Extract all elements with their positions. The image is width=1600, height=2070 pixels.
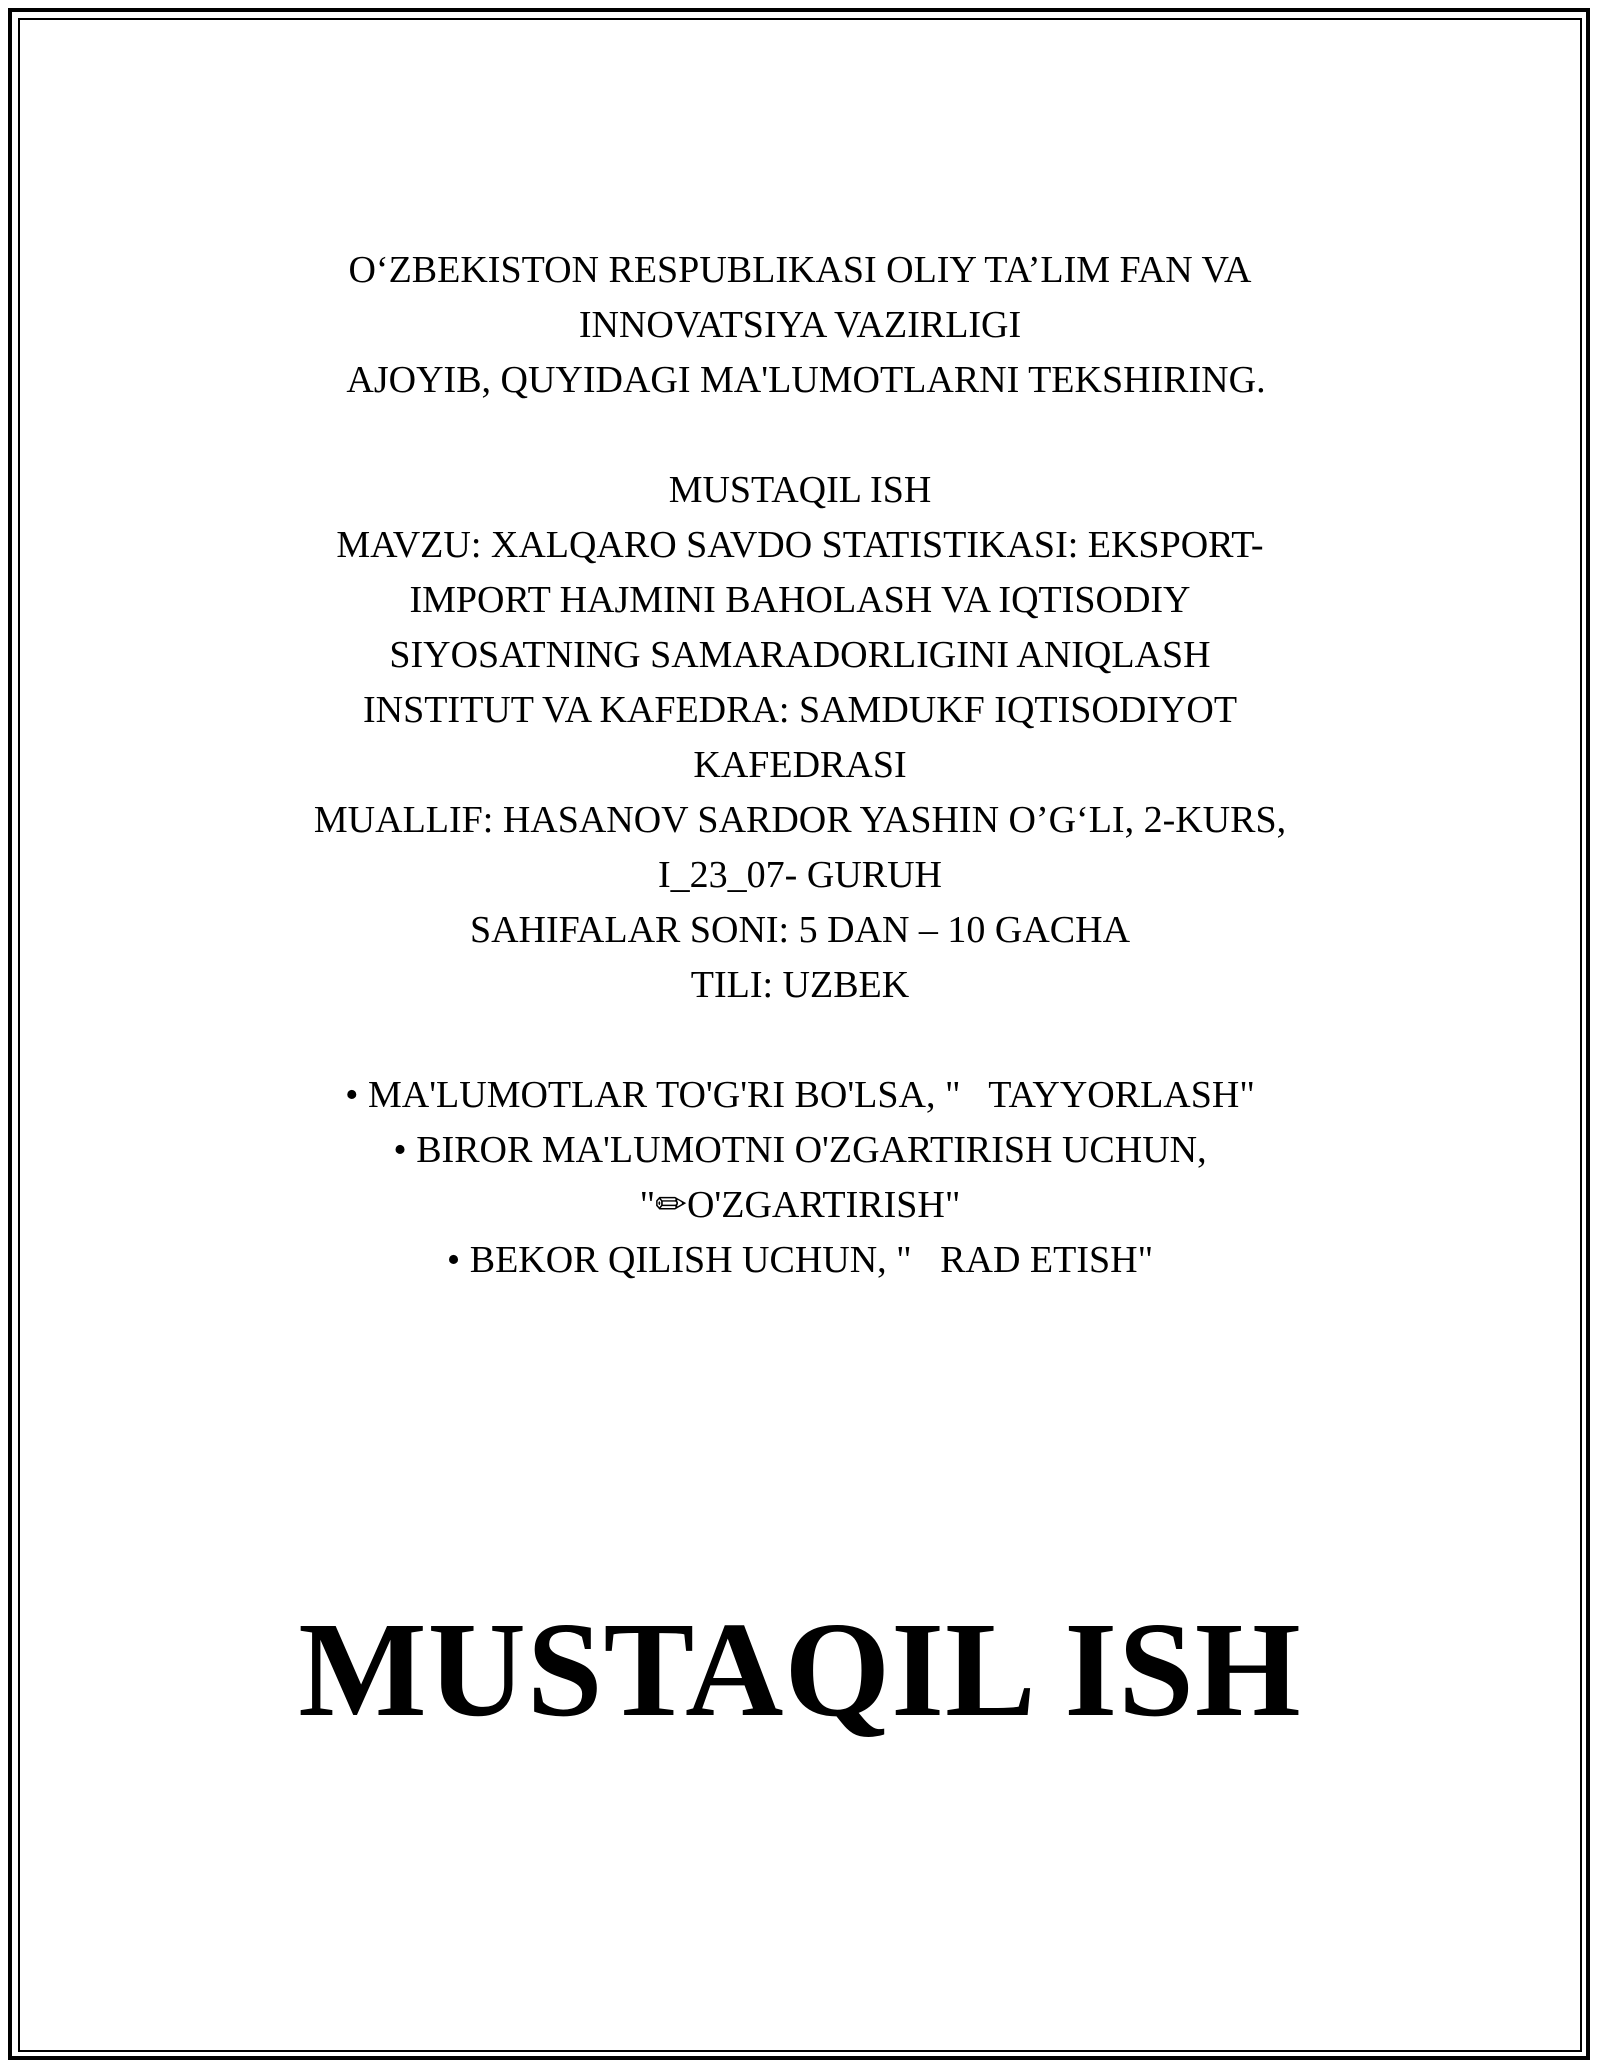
instruction-confirm: • MA'LUMOTLAR TO'G'RI BO'LSA, " TAYYORLASH" bbox=[345, 1074, 1255, 1116]
institute-line-2: KAFEDRASI bbox=[693, 744, 907, 786]
page-count: SAHIFALAR SONI: 5 DAN – 10 GACHA bbox=[469, 909, 1131, 951]
spacer bbox=[0, 1013, 1600, 1068]
topic-line-1: MAVZU: XALQARO SAVDO STATISTIKASI: EKSPORT- bbox=[336, 524, 1264, 566]
instruction-edit-line-1: • BIROR MA'LUMOTNI O'ZGARTIRISH UCHUN, bbox=[393, 1129, 1207, 1171]
cover-title: MUSTAQIL ISH bbox=[298, 1595, 1302, 1745]
institute-line-1: INSTITUT VA KAFEDRA: SAMDUKF IQTISODIYOT bbox=[362, 689, 1238, 731]
author-line-2: I_23_07- GURUH bbox=[658, 854, 942, 896]
spacer bbox=[0, 408, 1600, 463]
work-type: MUSTAQIL ISH bbox=[668, 469, 932, 511]
ministry-line-1: O‘ZBEKISTON RESPUBLIKASI OLIY TA’LIM FAN VA bbox=[348, 249, 1252, 291]
author-line-1: MUALLIF: HASANOV SARDOR YASHIN O’G‘LI, 2-KURS, bbox=[313, 799, 1287, 841]
ministry-line-2: INNOVATSIYA VAZIRLIGI bbox=[578, 304, 1022, 346]
cover-text-block bbox=[0, 243, 1600, 1288]
check-data-line: AJOYIB, QUYIDAGI MA'LUMOTLARNI TEKSHIRING. bbox=[346, 359, 1266, 401]
language: TILI: UZBEK bbox=[690, 964, 910, 1006]
instruction-cancel: • BEKOR QILISH UCHUN, " RAD ETISH" bbox=[446, 1239, 1154, 1281]
topic-line-3: SIYOSATNING SAMARADORLIGINI ANIQLASH bbox=[389, 634, 1211, 676]
instruction-edit-line-2: "✏O'ZGARTIRISH" bbox=[639, 1184, 961, 1226]
topic-line-2: IMPORT HAJMINI BAHOLASH VA IQTISODIY bbox=[409, 579, 1191, 621]
